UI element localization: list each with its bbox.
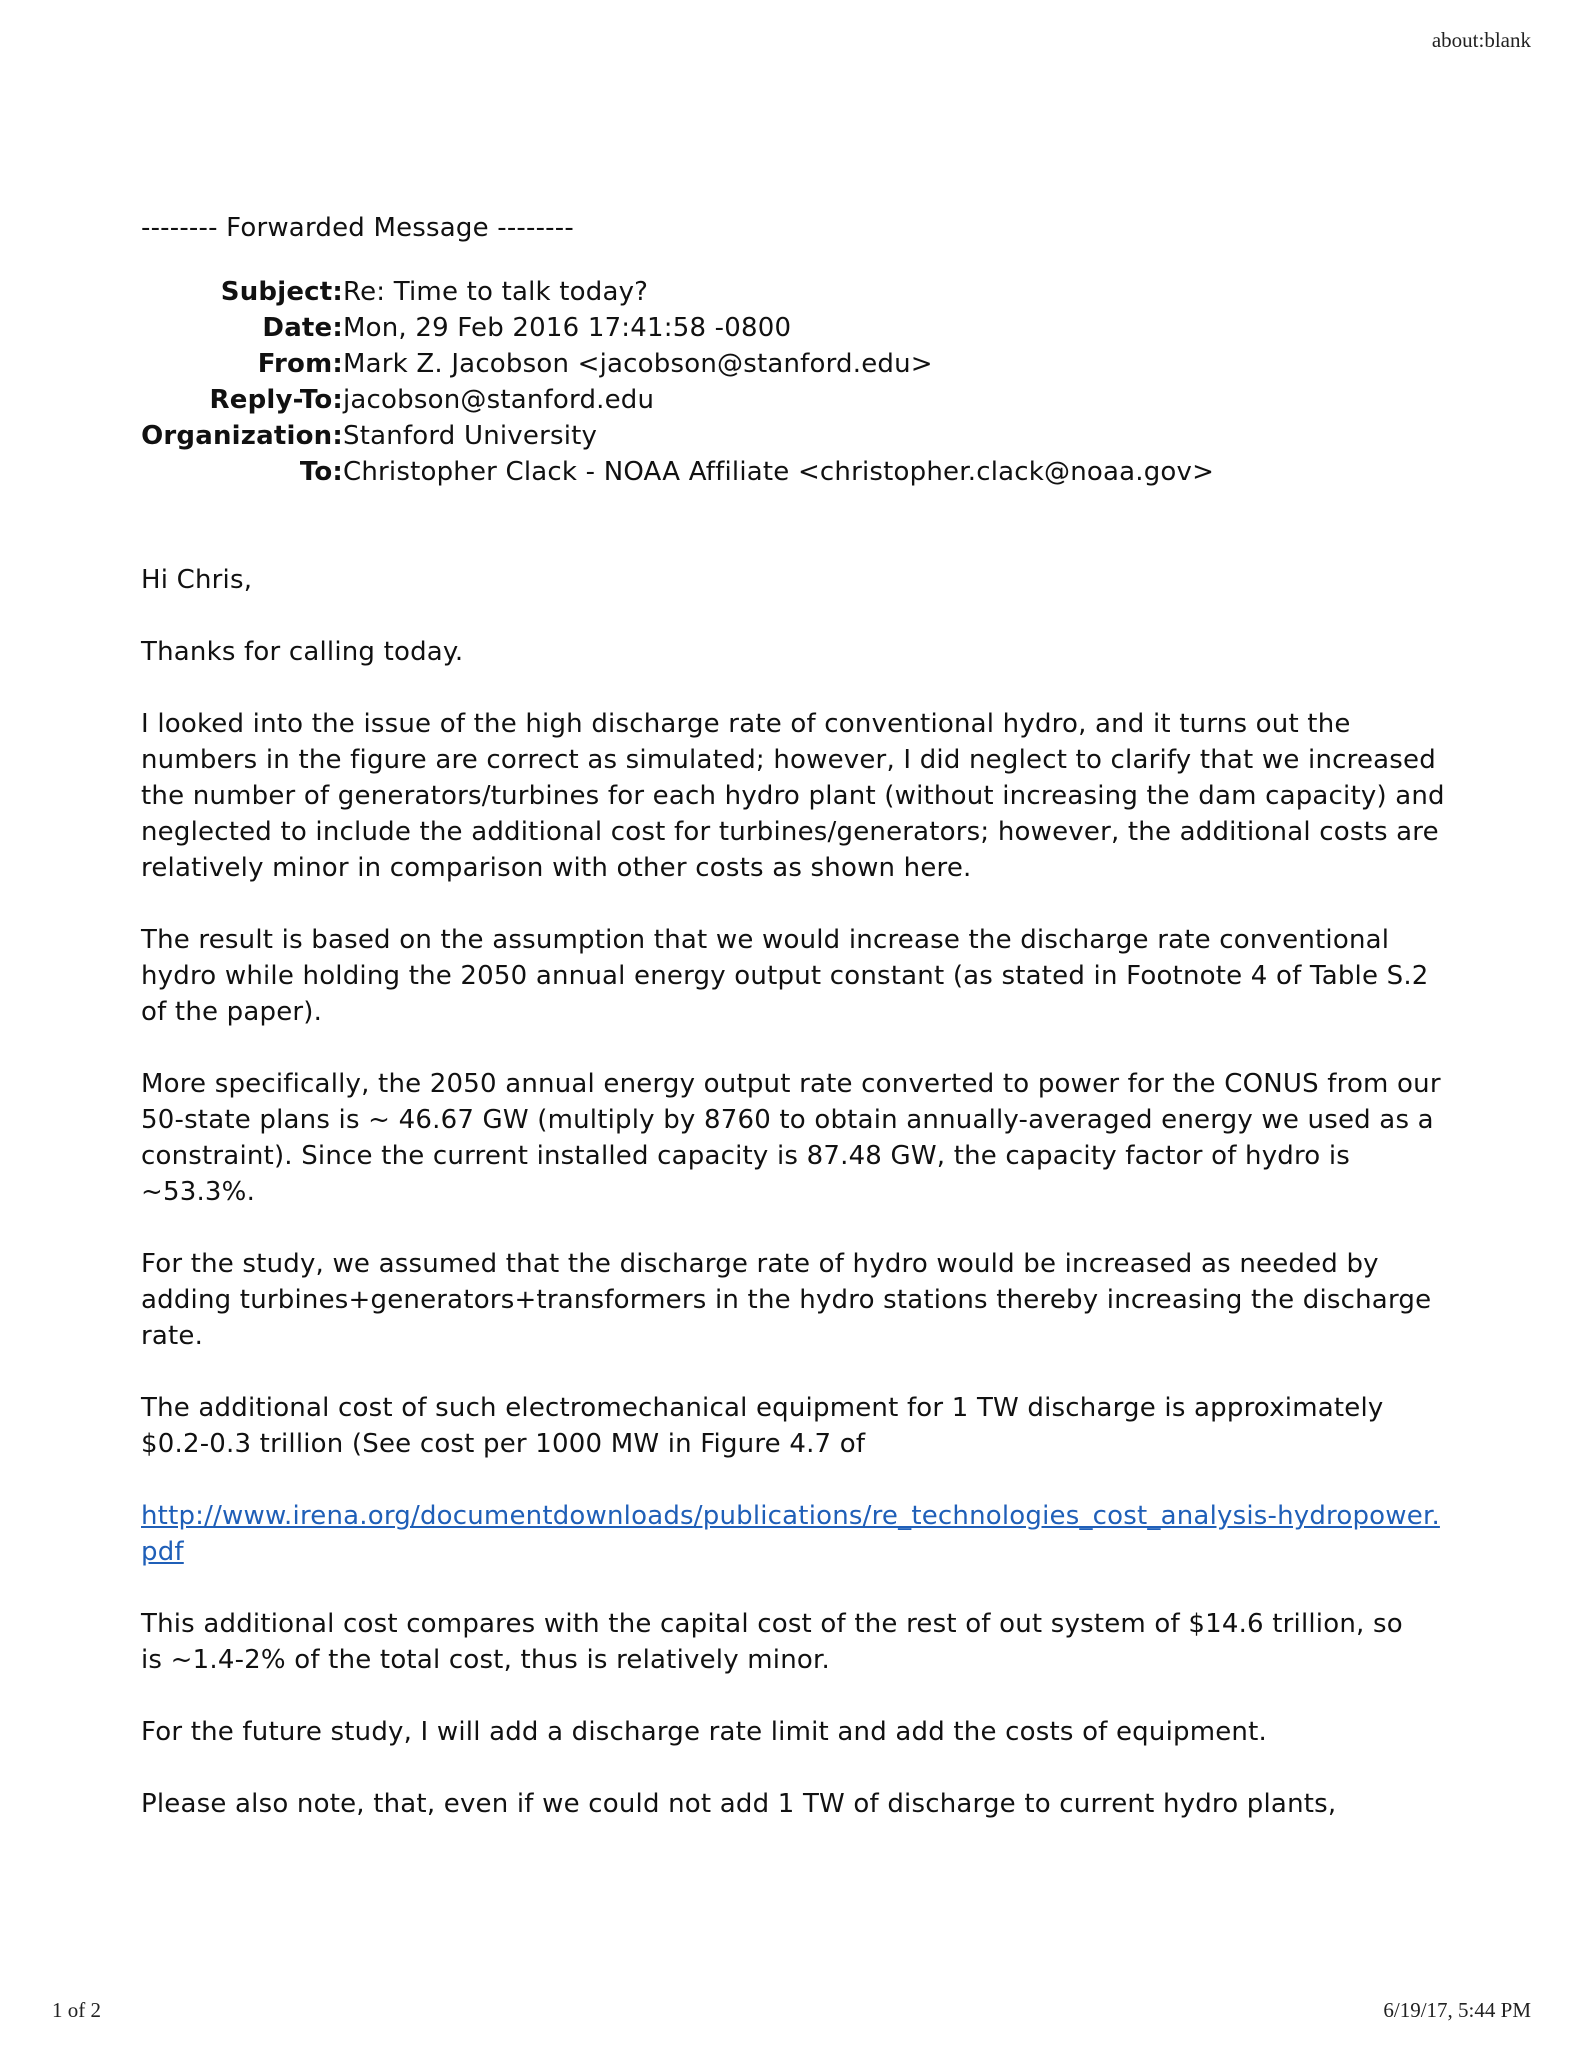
- body-paragraph-8: For the future study, I will add a discharge rate limit and add the costs of equipment.: [141, 1717, 1267, 1747]
- body-paragraph-5: For the study, we assumed that the discharge rate of hydro would be increased as needed by adding turbines+generators+transformers in the hydro stations thereby increasing the discharge rate.: [141, 1249, 1432, 1351]
- to-label: To:: [299, 457, 343, 487]
- reply-to-value: jacobson@stanford.edu: [343, 385, 655, 415]
- from-value: Mark Z. Jacobson <jacobson@stanford.edu>: [343, 349, 933, 379]
- subject-value: Re: Time to talk today?: [343, 277, 649, 307]
- body-paragraph-9: Please also note, that, even if we could not add 1 TW of discharge to current hydro plants,: [141, 1789, 1337, 1819]
- organization-label: Organization:: [141, 421, 343, 451]
- body-paragraph-7-line-1: This additional cost compares with the capital cost of the rest of out system of $14.6 trillion, so: [141, 1609, 1403, 1639]
- from-label: From:: [257, 349, 343, 379]
- date-value: Mon, 29 Feb 2016 17:41:58 -0800: [343, 313, 792, 343]
- header-body-spacer: [141, 490, 1451, 562]
- forwarded-message-banner: -------- Forwarded Message --------: [141, 213, 574, 243]
- body-paragraph-1: Thanks for calling today.: [141, 637, 464, 667]
- body-paragraph-7: [141, 1606, 1451, 1678]
- body-paragraph-6: The additional cost of such electromechanical equipment for 1 TW discharge is approximately $0.2-0.3 trillion (See cost per 1000 MW in Figure 4.7 of: [141, 1393, 1384, 1459]
- print-datetime: 6/19/17, 5:44 PM: [1383, 1998, 1531, 2022]
- print-header-url: about:blank: [1431, 28, 1531, 52]
- greeting: Hi Chris,: [141, 565, 253, 595]
- date-label: Date:: [262, 313, 343, 343]
- print-page-indicator: 1 of 2: [52, 1998, 101, 2022]
- email-content: [141, 210, 1451, 1858]
- to-value: Christopher Clack - NOAA Affiliate <christopher.clack@noaa.gov>: [343, 457, 1215, 487]
- body-paragraph-3: The result is based on the assumption that we would increase the discharge rate conventional hydro while holding the 2050 annual energy output constant (as stated in Footnote 4 of Table S.2 of the paper).: [141, 925, 1429, 1027]
- body-paragraph-2: I looked into the issue of the high discharge rate of conventional hydro, and it turns out the numbers in the figure are correct as simulated; however, I did neglect to clarify that we increased the number of generators/turbines for each hydro plant (without increasing the dam capacity) and neglected to include the additional cost for turbines/generators; however, the additional costs are relatively minor in comparison with other costs as shown here.: [141, 709, 1445, 883]
- link-paragraph: [141, 1498, 1451, 1570]
- subject-label: Subject:: [220, 277, 343, 307]
- body-paragraph-7-line-2: is ~1.4-2% of the total cost, thus is relatively minor.: [141, 1645, 830, 1675]
- irena-report-link[interactable]: http://www.irena.org/documentdownloads/publications/re_technologies_cost_analysis-hydropower.pdf: [141, 1501, 1440, 1567]
- body-paragraph-4: More specifically, the 2050 annual energy output rate converted to power for the CONUS from our 50-state plans is ~ 46.67 GW (multiply by 8760 to obtain annually-averaged energy we used as a constraint). Since the current installed capacity is 87.48 GW, the capacity factor of hydro is ~53.3%.: [141, 1069, 1441, 1207]
- reply-to-label: Reply-To:: [209, 385, 343, 415]
- organization-value: Stanford University: [343, 421, 598, 451]
- email-headers: [141, 274, 1451, 490]
